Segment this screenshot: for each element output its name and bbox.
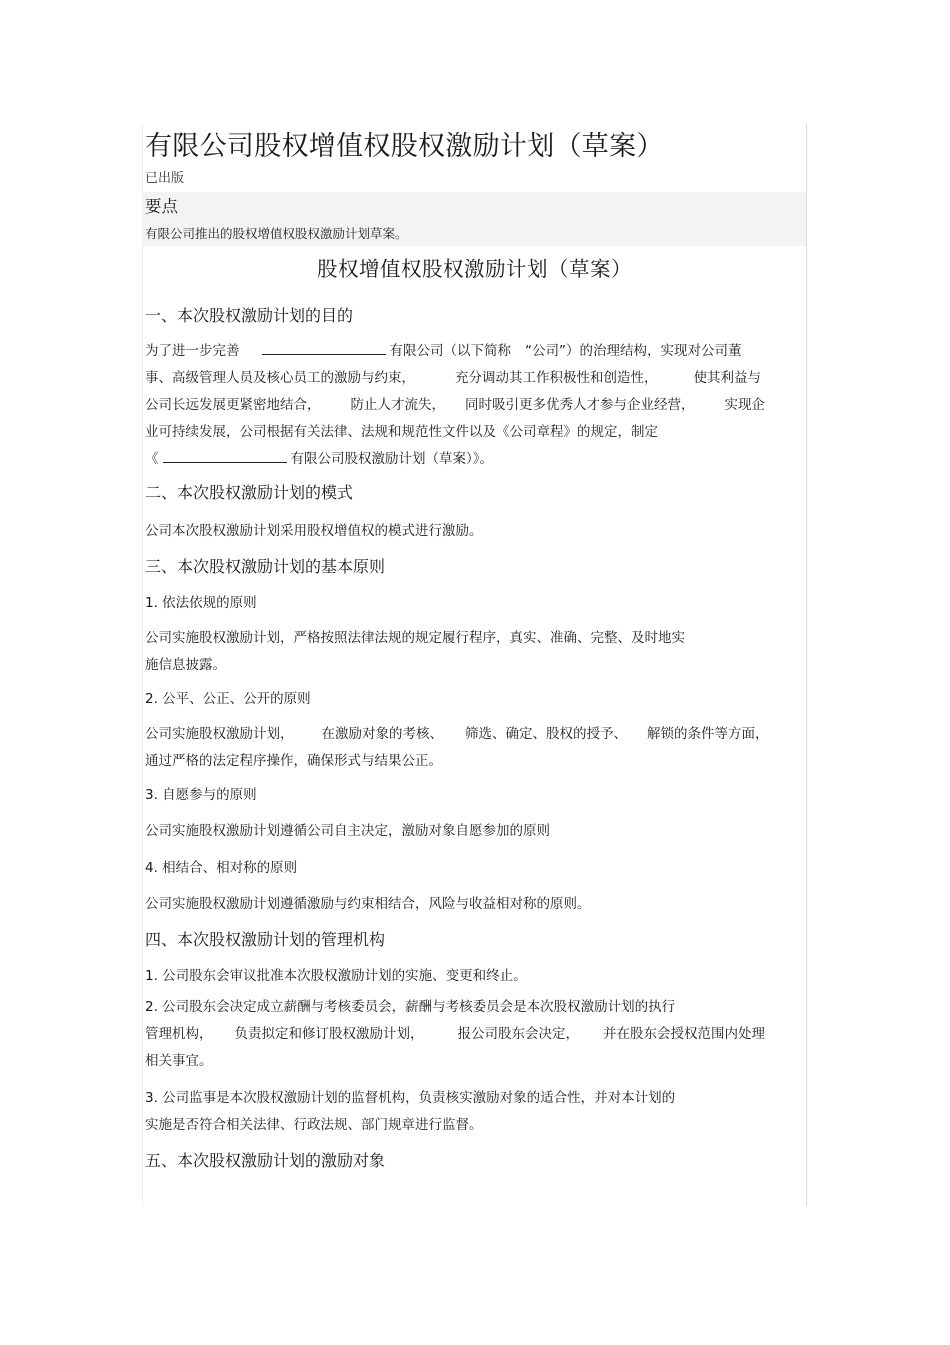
paragraph-line — [145, 446, 806, 473]
paragraph-line: 通过严格的法定程序操作，确保形式与结果公正。 — [145, 753, 442, 769]
text-fragment: 充分调动其工作积极性和创造性， — [455, 370, 658, 386]
section-3-heading: 三、本次股权激励计划的基本原则 — [145, 557, 386, 576]
key-points-text: 有限公司推出的股权增值权股权激励计划草案。 — [145, 226, 408, 241]
text-fragment: 防止人才流失， — [350, 397, 445, 413]
section-5-heading: 五、本次股权激励计划的激励对象 — [145, 1151, 386, 1170]
text-fragment: “公司”）的治理结构，实现对公司董 — [525, 343, 742, 359]
principle-1-text — [145, 625, 806, 679]
text-fragment: 为了进一步完善 — [145, 343, 240, 359]
management-item-1: 1. 公司股东会审议批准本次股权激励计划的实施、变更和终止。 — [145, 968, 527, 984]
principle-2-title: 2. 公平、公正、公开的原则 — [145, 691, 311, 707]
principle-3-title: 3. 自愿参与的原则 — [145, 787, 257, 803]
text-fragment: 并在股东会授权范围内处理 — [603, 1026, 765, 1042]
text-fragment: 在激励对象的考核、 — [321, 726, 443, 742]
principle-2-text — [145, 721, 806, 775]
blank-field — [163, 447, 287, 463]
text-fragment: 《 — [145, 451, 159, 467]
text-fragment: 使其利益与 — [693, 370, 761, 386]
paragraph-line: 施信息披露。 — [145, 657, 226, 673]
paragraph-line: 3. 公司监事是本次股权激励计划的监督机构，负责核实激励对象的适合性，并对本计划的 — [145, 1090, 676, 1106]
text-fragment: 实现企 — [724, 397, 765, 413]
principle-4-title: 4. 相结合、相对称的原则 — [145, 860, 298, 876]
text-fragment: 同时吸引更多优秀人才参与企业经营， — [465, 397, 695, 413]
key-points-heading: 要点 — [145, 197, 178, 216]
text-fragment: 解锁的条件等方面， — [647, 726, 769, 742]
document-title: 股权增值权股权激励计划（草案） — [317, 257, 632, 281]
document-page — [142, 124, 807, 1206]
section-1-heading: 一、本次股权激励计划的目的 — [145, 306, 354, 325]
text-fragment: 筛选、确定、股权的授予、 — [465, 726, 627, 742]
status-label: 已出版 — [145, 171, 185, 186]
paragraph-line: 相关事宜。 — [145, 1053, 213, 1069]
key-points-box — [143, 192, 806, 246]
principle-4-text: 公司实施股权激励计划遵循激励与约束相结合，风险与收益相对称的原则。 — [145, 896, 591, 912]
management-item-2 — [145, 994, 806, 1075]
section-4-heading: 四、本次股权激励计划的管理机构 — [145, 930, 386, 949]
blank-field — [262, 339, 386, 355]
management-item-3 — [145, 1085, 806, 1139]
text-fragment: 负责拟定和修订股权激励计划， — [234, 1026, 424, 1042]
paragraph-line: 业可持续发展，公司根据有关法律、法规和规范性文件以及《公司章程》的规定，制定 — [145, 424, 658, 440]
section-2-text: 公司本次股权激励计划采用股权增值权的模式进行激励。 — [145, 523, 483, 539]
text-fragment: 事、高级管理人员及核心员工的激励与约束， — [145, 370, 415, 386]
paragraph-line: 公司实施股权激励计划，严格按照法律法规的规定履行程序，真实、准确、完整、及时地实 — [145, 630, 685, 646]
paragraph-line — [145, 1021, 806, 1048]
principle-3-text: 公司实施股权激励计划遵循公司自主决定，激励对象自愿参加的原则 — [145, 823, 550, 839]
paragraph-line: 实施是否符合相关法律、行政法规、部门规章进行监督。 — [145, 1117, 483, 1133]
paragraph-line — [145, 392, 806, 419]
text-fragment: 公司实施股权激励计划， — [145, 726, 294, 742]
text-fragment: 公司长远发展更紧密地结合， — [145, 397, 321, 413]
text-fragment: 报公司股东会决定， — [457, 1026, 579, 1042]
paragraph-line — [145, 365, 806, 392]
principle-1-title: 1. 依法依规的原则 — [145, 595, 257, 611]
page-title: 有限公司股权增值权股权激励计划（草案） — [145, 131, 664, 162]
text-fragment: 管理机构， — [145, 1026, 213, 1042]
section-1-paragraph — [145, 338, 806, 473]
paragraph-line — [145, 338, 806, 365]
text-fragment: 有限公司股权激励计划（草案）》。 — [290, 451, 493, 467]
paragraph-line: 2. 公司股东会决定成立薪酬与考核委员会，薪酬与考核委员会是本次股权激励计划的执行 — [145, 999, 676, 1015]
section-2-heading: 二、本次股权激励计划的模式 — [145, 483, 354, 502]
text-fragment: 有限公司（以下简称 — [389, 343, 511, 359]
paragraph-line — [145, 721, 806, 748]
